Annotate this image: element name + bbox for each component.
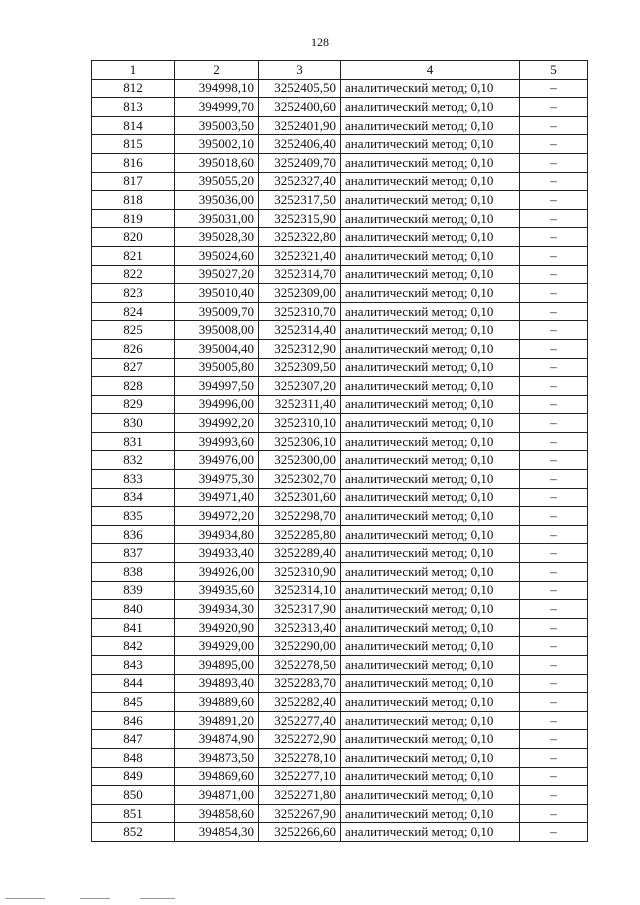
- extra-cell: –: [520, 581, 588, 600]
- table-row: [92, 339, 588, 358]
- extra-cell: –: [520, 600, 588, 619]
- x-coordinate-cell: 394869,60: [175, 767, 259, 786]
- y-coordinate-cell: 3252282,40: [259, 693, 341, 712]
- page-number: 128: [311, 35, 329, 49]
- table-row: [92, 767, 588, 786]
- method-cell: аналитический метод; 0,10: [341, 414, 520, 433]
- x-coordinate-cell: 394997,50: [175, 377, 259, 396]
- method-cell: аналитический метод; 0,10: [341, 451, 520, 470]
- y-coordinate-cell: 3252267,90: [259, 804, 341, 823]
- coordinates-table: [91, 60, 588, 842]
- x-coordinate-cell: 394893,40: [175, 674, 259, 693]
- table-row: [92, 488, 588, 507]
- table-row: [92, 711, 588, 730]
- column-header-2: 2: [175, 61, 259, 80]
- extra-cell: –: [520, 693, 588, 712]
- point-number-cell: 841: [92, 618, 175, 637]
- point-number-cell: 820: [92, 228, 175, 247]
- table-row: [92, 656, 588, 675]
- extra-cell: –: [520, 377, 588, 396]
- table-row: [92, 172, 588, 191]
- extra-cell: –: [520, 191, 588, 210]
- method-cell: аналитический метод; 0,10: [341, 656, 520, 675]
- x-coordinate-cell: 395003,50: [175, 116, 259, 135]
- extra-cell: –: [520, 414, 588, 433]
- x-coordinate-cell: 394933,40: [175, 544, 259, 563]
- table-row: [92, 674, 588, 693]
- table-row: [92, 525, 588, 544]
- extra-cell: –: [520, 563, 588, 582]
- y-coordinate-cell: 3252266,60: [259, 823, 341, 842]
- x-coordinate-cell: 394934,80: [175, 525, 259, 544]
- point-number-cell: 815: [92, 135, 175, 154]
- method-cell: аналитический метод; 0,10: [341, 693, 520, 712]
- column-header-1: 1: [92, 61, 175, 80]
- point-number-cell: 834: [92, 488, 175, 507]
- y-coordinate-cell: 3252317,50: [259, 191, 341, 210]
- x-coordinate-cell: 394920,90: [175, 618, 259, 637]
- extra-cell: –: [520, 246, 588, 265]
- x-coordinate-cell: 394891,20: [175, 711, 259, 730]
- method-cell: аналитический метод; 0,10: [341, 637, 520, 656]
- y-coordinate-cell: 3252314,10: [259, 581, 341, 600]
- y-coordinate-cell: 3252271,80: [259, 786, 341, 805]
- table-row: [92, 377, 588, 396]
- x-coordinate-cell: 394935,60: [175, 581, 259, 600]
- method-cell: аналитический метод; 0,10: [341, 488, 520, 507]
- table-body: [92, 79, 588, 841]
- point-number-cell: 818: [92, 191, 175, 210]
- table-row: [92, 804, 588, 823]
- table-row: [92, 544, 588, 563]
- point-number-cell: 840: [92, 600, 175, 619]
- extra-cell: –: [520, 79, 588, 98]
- column-header-4: 4: [341, 61, 520, 80]
- y-coordinate-cell: 3252315,90: [259, 209, 341, 228]
- method-cell: аналитический метод; 0,10: [341, 823, 520, 842]
- extra-cell: –: [520, 470, 588, 489]
- y-coordinate-cell: 3252298,70: [259, 507, 341, 526]
- y-coordinate-cell: 3252302,70: [259, 470, 341, 489]
- x-coordinate-cell: 395036,00: [175, 191, 259, 210]
- point-number-cell: 838: [92, 563, 175, 582]
- method-cell: аналитический метод; 0,10: [341, 302, 520, 321]
- method-cell: аналитический метод; 0,10: [341, 563, 520, 582]
- y-coordinate-cell: 3252400,60: [259, 98, 341, 117]
- method-cell: аналитический метод; 0,10: [341, 748, 520, 767]
- method-cell: аналитический метод; 0,10: [341, 618, 520, 637]
- x-coordinate-cell: 394993,60: [175, 432, 259, 451]
- method-cell: аналитический метод; 0,10: [341, 228, 520, 247]
- point-number-cell: 837: [92, 544, 175, 563]
- table-row: [92, 507, 588, 526]
- table-row: [92, 209, 588, 228]
- x-coordinate-cell: 395008,00: [175, 321, 259, 340]
- column-header-3: 3: [259, 61, 341, 80]
- point-number-cell: 812: [92, 79, 175, 98]
- table-row: [92, 600, 588, 619]
- y-coordinate-cell: 3252285,80: [259, 525, 341, 544]
- y-coordinate-cell: 3252405,50: [259, 79, 341, 98]
- extra-cell: –: [520, 544, 588, 563]
- method-cell: аналитический метод; 0,10: [341, 674, 520, 693]
- method-cell: аналитический метод; 0,10: [341, 786, 520, 805]
- point-number-cell: 813: [92, 98, 175, 117]
- x-coordinate-cell: 394874,90: [175, 730, 259, 749]
- table-row: [92, 451, 588, 470]
- table-row: [92, 470, 588, 489]
- extra-cell: –: [520, 767, 588, 786]
- point-number-cell: 826: [92, 339, 175, 358]
- x-coordinate-cell: 394889,60: [175, 693, 259, 712]
- table-row: [92, 153, 588, 172]
- point-number-cell: 849: [92, 767, 175, 786]
- method-cell: аналитический метод; 0,10: [341, 711, 520, 730]
- point-number-cell: 844: [92, 674, 175, 693]
- table-row: [92, 823, 588, 842]
- extra-cell: –: [520, 748, 588, 767]
- point-number-cell: 835: [92, 507, 175, 526]
- table-row: [92, 284, 588, 303]
- extra-cell: –: [520, 451, 588, 470]
- page-footer-marks: [0, 898, 640, 902]
- point-number-cell: 831: [92, 432, 175, 451]
- method-cell: аналитический метод; 0,10: [341, 284, 520, 303]
- x-coordinate-cell: 395024,60: [175, 246, 259, 265]
- x-coordinate-cell: 394858,60: [175, 804, 259, 823]
- y-coordinate-cell: 3252314,40: [259, 321, 341, 340]
- y-coordinate-cell: 3252311,40: [259, 395, 341, 414]
- extra-cell: –: [520, 395, 588, 414]
- extra-cell: –: [520, 711, 588, 730]
- table-row: [92, 265, 588, 284]
- x-coordinate-cell: 395027,20: [175, 265, 259, 284]
- point-number-cell: 846: [92, 711, 175, 730]
- point-number-cell: 824: [92, 302, 175, 321]
- extra-cell: –: [520, 786, 588, 805]
- table-row: [92, 618, 588, 637]
- point-number-cell: 845: [92, 693, 175, 712]
- method-cell: аналитический метод; 0,10: [341, 767, 520, 786]
- extra-cell: –: [520, 153, 588, 172]
- method-cell: аналитический метод; 0,10: [341, 432, 520, 451]
- method-cell: аналитический метод; 0,10: [341, 804, 520, 823]
- table-row: [92, 693, 588, 712]
- extra-cell: –: [520, 637, 588, 656]
- x-coordinate-cell: 394996,00: [175, 395, 259, 414]
- extra-cell: –: [520, 98, 588, 117]
- extra-cell: –: [520, 823, 588, 842]
- point-number-cell: 825: [92, 321, 175, 340]
- point-number-cell: 822: [92, 265, 175, 284]
- point-number-cell: 829: [92, 395, 175, 414]
- point-number-cell: 848: [92, 748, 175, 767]
- table-row: [92, 79, 588, 98]
- x-coordinate-cell: 394895,00: [175, 656, 259, 675]
- table-row: [92, 786, 588, 805]
- y-coordinate-cell: 3252277,40: [259, 711, 341, 730]
- point-number-cell: 827: [92, 358, 175, 377]
- extra-cell: –: [520, 358, 588, 377]
- point-number-cell: 843: [92, 656, 175, 675]
- point-number-cell: 832: [92, 451, 175, 470]
- y-coordinate-cell: 3252307,20: [259, 377, 341, 396]
- extra-cell: –: [520, 488, 588, 507]
- method-cell: аналитический метод; 0,10: [341, 135, 520, 154]
- method-cell: аналитический метод; 0,10: [341, 395, 520, 414]
- method-cell: аналитический метод; 0,10: [341, 600, 520, 619]
- table-row: [92, 321, 588, 340]
- y-coordinate-cell: 3252321,40: [259, 246, 341, 265]
- x-coordinate-cell: 394873,50: [175, 748, 259, 767]
- method-cell: аналитический метод; 0,10: [341, 730, 520, 749]
- extra-cell: –: [520, 172, 588, 191]
- table-row: [92, 748, 588, 767]
- y-coordinate-cell: 3252310,10: [259, 414, 341, 433]
- method-cell: аналитический метод; 0,10: [341, 172, 520, 191]
- table-row: [92, 228, 588, 247]
- x-coordinate-cell: 394871,00: [175, 786, 259, 805]
- method-cell: аналитический метод; 0,10: [341, 79, 520, 98]
- point-number-cell: 842: [92, 637, 175, 656]
- extra-cell: –: [520, 302, 588, 321]
- point-number-cell: 816: [92, 153, 175, 172]
- extra-cell: –: [520, 432, 588, 451]
- y-coordinate-cell: 3252278,50: [259, 656, 341, 675]
- y-coordinate-cell: 3252401,90: [259, 116, 341, 135]
- method-cell: аналитический метод; 0,10: [341, 581, 520, 600]
- method-cell: аналитический метод; 0,10: [341, 265, 520, 284]
- extra-cell: –: [520, 265, 588, 284]
- extra-cell: –: [520, 618, 588, 637]
- method-cell: аналитический метод; 0,10: [341, 339, 520, 358]
- method-cell: аналитический метод; 0,10: [341, 358, 520, 377]
- extra-cell: –: [520, 656, 588, 675]
- point-number-cell: 819: [92, 209, 175, 228]
- x-coordinate-cell: 394972,20: [175, 507, 259, 526]
- extra-cell: –: [520, 674, 588, 693]
- x-coordinate-cell: 394929,00: [175, 637, 259, 656]
- extra-cell: –: [520, 284, 588, 303]
- y-coordinate-cell: 3252301,60: [259, 488, 341, 507]
- method-cell: аналитический метод; 0,10: [341, 507, 520, 526]
- point-number-cell: 828: [92, 377, 175, 396]
- x-coordinate-cell: 395055,20: [175, 172, 259, 191]
- y-coordinate-cell: 3252300,00: [259, 451, 341, 470]
- y-coordinate-cell: 3252317,90: [259, 600, 341, 619]
- table-row: [92, 395, 588, 414]
- point-number-cell: 847: [92, 730, 175, 749]
- table-row: [92, 358, 588, 377]
- y-coordinate-cell: 3252314,70: [259, 265, 341, 284]
- table-row: [92, 414, 588, 433]
- y-coordinate-cell: 3252310,90: [259, 563, 341, 582]
- column-header-5: 5: [520, 61, 588, 80]
- y-coordinate-cell: 3252309,50: [259, 358, 341, 377]
- y-coordinate-cell: 3252283,70: [259, 674, 341, 693]
- extra-cell: –: [520, 209, 588, 228]
- x-coordinate-cell: 395002,10: [175, 135, 259, 154]
- point-number-cell: 851: [92, 804, 175, 823]
- x-coordinate-cell: 395018,60: [175, 153, 259, 172]
- extra-cell: –: [520, 228, 588, 247]
- y-coordinate-cell: 3252272,90: [259, 730, 341, 749]
- table-row: [92, 302, 588, 321]
- table-row: [92, 730, 588, 749]
- x-coordinate-cell: 394971,40: [175, 488, 259, 507]
- extra-cell: –: [520, 116, 588, 135]
- x-coordinate-cell: 395031,00: [175, 209, 259, 228]
- point-number-cell: 830: [92, 414, 175, 433]
- method-cell: аналитический метод; 0,10: [341, 191, 520, 210]
- y-coordinate-cell: 3252309,00: [259, 284, 341, 303]
- table-row: [92, 98, 588, 117]
- extra-cell: –: [520, 135, 588, 154]
- x-coordinate-cell: 394854,30: [175, 823, 259, 842]
- point-number-cell: 823: [92, 284, 175, 303]
- x-coordinate-cell: 394992,20: [175, 414, 259, 433]
- x-coordinate-cell: 395005,80: [175, 358, 259, 377]
- point-number-cell: 836: [92, 525, 175, 544]
- y-coordinate-cell: 3252290,00: [259, 637, 341, 656]
- point-number-cell: 817: [92, 172, 175, 191]
- table-row: [92, 135, 588, 154]
- method-cell: аналитический метод; 0,10: [341, 544, 520, 563]
- table-row: [92, 581, 588, 600]
- method-cell: аналитический метод; 0,10: [341, 525, 520, 544]
- x-coordinate-cell: 394976,00: [175, 451, 259, 470]
- table-row: [92, 563, 588, 582]
- extra-cell: –: [520, 730, 588, 749]
- point-number-cell: 852: [92, 823, 175, 842]
- extra-cell: –: [520, 507, 588, 526]
- x-coordinate-cell: 395009,70: [175, 302, 259, 321]
- y-coordinate-cell: 3252278,10: [259, 748, 341, 767]
- x-coordinate-cell: 394999,70: [175, 98, 259, 117]
- extra-cell: –: [520, 321, 588, 340]
- y-coordinate-cell: 3252409,70: [259, 153, 341, 172]
- method-cell: аналитический метод; 0,10: [341, 470, 520, 489]
- x-coordinate-cell: 395010,40: [175, 284, 259, 303]
- table-row: [92, 637, 588, 656]
- y-coordinate-cell: 3252306,10: [259, 432, 341, 451]
- point-number-cell: 821: [92, 246, 175, 265]
- y-coordinate-cell: 3252322,80: [259, 228, 341, 247]
- method-cell: аналитический метод; 0,10: [341, 377, 520, 396]
- y-coordinate-cell: 3252289,40: [259, 544, 341, 563]
- y-coordinate-cell: 3252313,40: [259, 618, 341, 637]
- x-coordinate-cell: 394926,00: [175, 563, 259, 582]
- x-coordinate-cell: 395004,40: [175, 339, 259, 358]
- x-coordinate-cell: 394975,30: [175, 470, 259, 489]
- point-number-cell: 850: [92, 786, 175, 805]
- table-header-row: [92, 61, 588, 80]
- y-coordinate-cell: 3252327,40: [259, 172, 341, 191]
- table-row: [92, 191, 588, 210]
- y-coordinate-cell: 3252406,40: [259, 135, 341, 154]
- table-row: [92, 246, 588, 265]
- y-coordinate-cell: 3252312,90: [259, 339, 341, 358]
- y-coordinate-cell: 3252310,70: [259, 302, 341, 321]
- method-cell: аналитический метод; 0,10: [341, 246, 520, 265]
- point-number-cell: 814: [92, 116, 175, 135]
- x-coordinate-cell: 394934,30: [175, 600, 259, 619]
- table-row: [92, 432, 588, 451]
- point-number-cell: 839: [92, 581, 175, 600]
- method-cell: аналитический метод; 0,10: [341, 98, 520, 117]
- extra-cell: –: [520, 339, 588, 358]
- y-coordinate-cell: 3252277,10: [259, 767, 341, 786]
- x-coordinate-cell: 394998,10: [175, 79, 259, 98]
- extra-cell: –: [520, 525, 588, 544]
- x-coordinate-cell: 395028,30: [175, 228, 259, 247]
- point-number-cell: 833: [92, 470, 175, 489]
- method-cell: аналитический метод; 0,10: [341, 209, 520, 228]
- table-row: [92, 116, 588, 135]
- method-cell: аналитический метод; 0,10: [341, 153, 520, 172]
- method-cell: аналитический метод; 0,10: [341, 321, 520, 340]
- extra-cell: –: [520, 804, 588, 823]
- method-cell: аналитический метод; 0,10: [341, 116, 520, 135]
